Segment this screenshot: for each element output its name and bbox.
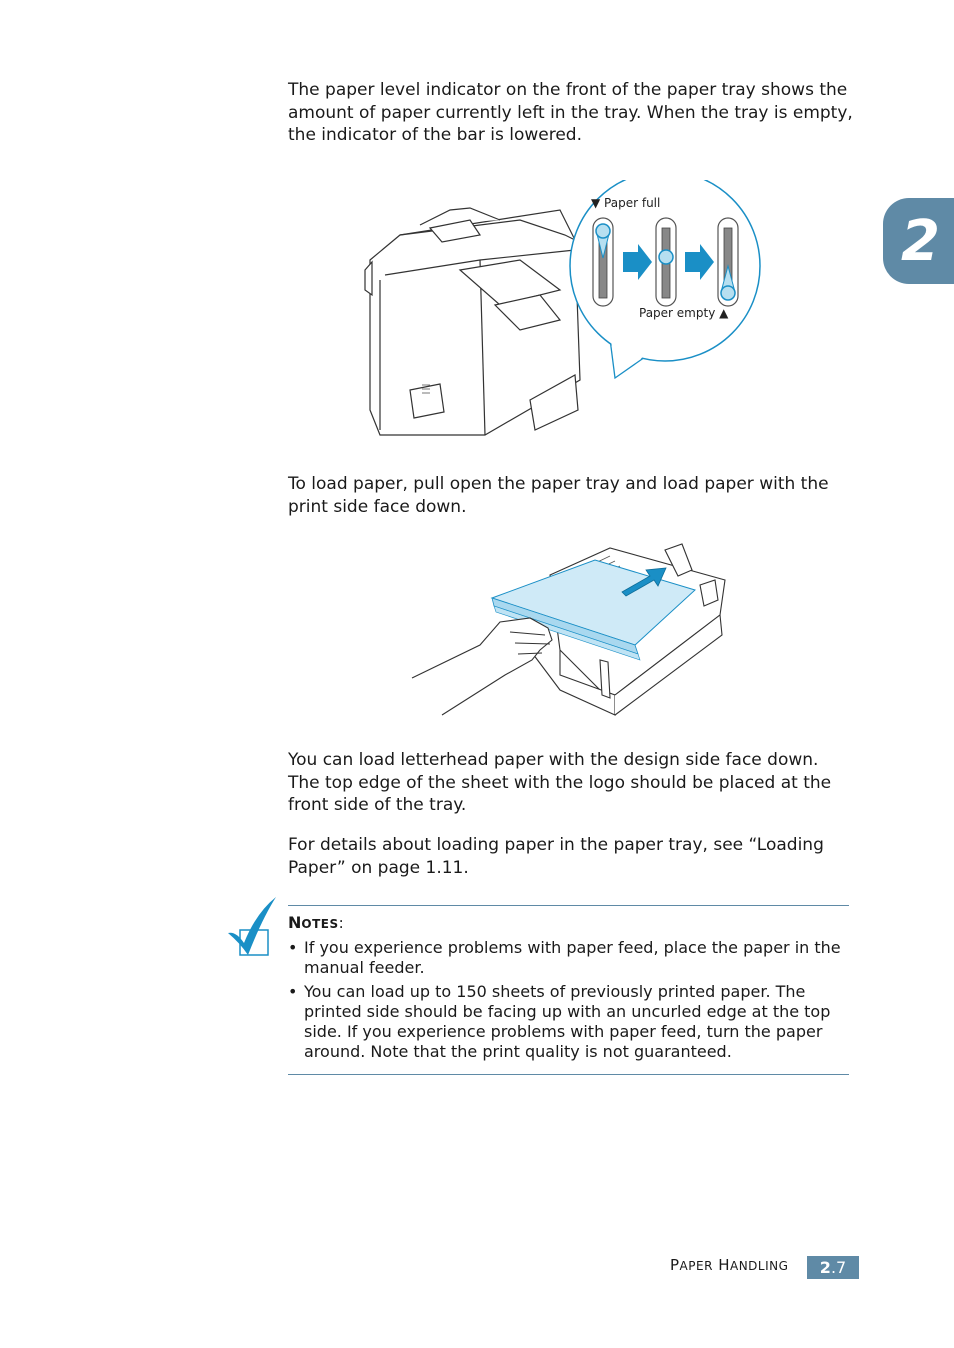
printer-paper-level-figure [360, 180, 770, 440]
intro-paragraph: The paper level indicator on the front of the paper tray shows the amount of paper currently left in the tray. When the tray is empty, the indicator of the bar is lowered. [288, 80, 853, 145]
notes-box [288, 905, 849, 1075]
paper-empty-label: Paper empty ▲ [639, 306, 729, 320]
details-paragraph: For details about loading paper in the paper tray, see “Loading Paper” on page 1.11. [288, 835, 824, 878]
chapter-number: 2 [901, 208, 940, 274]
paper-full-label: ▼ Paper full [591, 196, 661, 210]
notes-title: NOTES: [288, 913, 344, 932]
section-footer-label: PAPER HANDLING [670, 1256, 789, 1274]
load-paper-tray-figure [410, 540, 730, 720]
letterhead-paragraph: You can load letterhead paper with the design side face down. The top edge of the sheet with the logo should be placed at the front side of the tray. [288, 750, 832, 815]
check-icon [226, 895, 278, 957]
note-item: • If you experience problems with paper feed, place the paper in the manual feeder. [288, 938, 841, 977]
load-paragraph: To load paper, pull open the paper tray and load paper with the print side face down. [288, 474, 829, 517]
note-item: • You can load up to 150 sheets of previously printed paper. The printed side should be facing up with an uncurled edge at the top side. If you experience problems with paper feed, turn the paper around. Note that the print quality is not guaranteed. [288, 982, 831, 1061]
page-number-badge: 2 .7 [807, 1256, 859, 1279]
chapter-tab [883, 198, 954, 284]
